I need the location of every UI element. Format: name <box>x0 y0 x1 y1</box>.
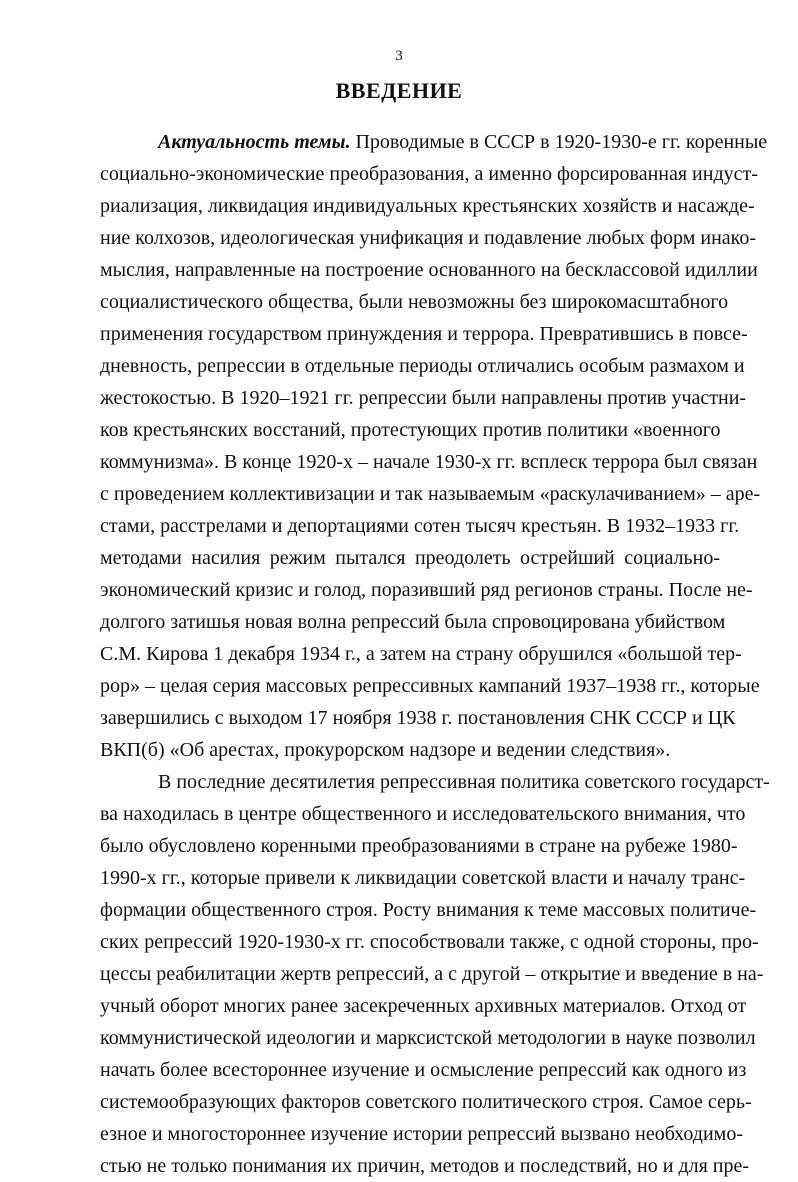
paragraph-line: цессы реабилитации жертв репрессий, а с другой – открытие и введение в на- <box>100 963 764 985</box>
paragraph-line: 1990-х гг., которые привели к ликвидации советской власти и началу транс- <box>100 867 746 889</box>
paragraph-lead: Актуальность темы. <box>158 131 351 153</box>
paragraph-line: учный оборот многих ранее засекреченных архивных материалов. Отход от <box>100 995 747 1017</box>
paragraph-line: коммунизма». В конце 1920-х – начале 1930-х гг. всплеск террора был связан <box>100 451 758 473</box>
paragraph-line: формации общественного строя. Росту внимания к теме массовых политиче- <box>100 899 757 921</box>
paragraph-line: системообразующих факторов советского политического строя. Самое серь- <box>100 1091 752 1113</box>
paragraph-line: ков крестьянских восстаний, протестующих против политики «военного <box>100 419 721 441</box>
paragraph-line: коммунистической идеологии и марксистской методологии в науке позволил <box>100 1027 756 1049</box>
paragraph-line <box>100 126 768 158</box>
paragraph-line: рор» – целая серия массовых репрессивных кампаний 1937–1938 гг., которые <box>100 675 760 697</box>
paragraph-line: с проведением коллективизации и так называемым «раскулачиванием» – аре- <box>100 483 761 505</box>
paragraph-line: езное и многостороннее изучение истории репрессий вызвано необходимо- <box>100 1123 743 1145</box>
paragraph-line: применения государством принуждения и террора. Превратившись в повсе- <box>100 323 748 345</box>
paragraph-line: В последние десятилетия репрессивная политика советского государст- <box>158 771 770 793</box>
paragraph-line: было обусловлено коренными преобразованиями в стране на рубеже 1980- <box>100 835 738 857</box>
paragraph-line: ва находилась в центре общественного и исследовательского внимания, что <box>100 803 746 825</box>
paragraph-line: стью не только понимания их причин, методов и последствий, но и для пре- <box>100 1155 750 1177</box>
paragraph-line: методами насилия режим пытался преодолеть острейший социально- <box>100 547 720 569</box>
paragraph-2 <box>100 766 770 1182</box>
page-number: 3 <box>395 48 403 64</box>
paragraph-line: риализация, ликвидация индивидуальных крестьянских хозяйств и насажде- <box>100 195 755 217</box>
paragraph-line: ВКП(б) «Об арестах, прокурорском надзоре и ведении следствия». <box>100 739 671 761</box>
paragraph-line: социально-экономические преобразования, а именно форсированная индуст- <box>100 163 758 185</box>
paragraph-line: дневность, репрессии в отдельные периоды отличались особым размахом и <box>100 355 745 377</box>
paragraph-line-text: Проводимые в СССР в 1920-1930-е гг. коренные <box>350 131 768 153</box>
paragraph-1 <box>100 126 768 766</box>
paragraph-line: С.М. Кирова 1 декабря 1934 г., а затем на страну обрушился «большой тер- <box>100 643 742 665</box>
paragraph-line: жестокостью. В 1920–1921 гг. репрессии были направлены против участни- <box>100 387 747 409</box>
paragraph-line: ских репрессий 1920-1930-х гг. способствовали также, с одной стороны, про- <box>100 931 759 953</box>
body-text <box>100 126 770 1182</box>
paragraph-line: завершились с выходом 17 ноября 1938 г. постановления СНК СССР и ЦК <box>100 707 736 729</box>
paragraph-line: ние колхозов, идеологическая унификация и подавление любых форм инако- <box>100 227 757 249</box>
paragraph-line: экономический кризис и голод, поразивший ряд регионов страны. После не- <box>100 579 753 601</box>
paragraph-line: мыслия, направленные на построение основанного на бесклассовой идиллии <box>100 259 758 281</box>
paragraph-line: социалистического общества, были невозможны без широкомасштабного <box>100 291 729 313</box>
page-title: ВВЕДЕНИЕ <box>335 78 463 103</box>
paragraph-line: стами, расстрелами и депортациями сотен тысяч крестьян. В 1932–1933 гг. <box>100 515 740 537</box>
paragraph-line: начать более всестороннее изучение и осмысление репрессий как одного из <box>100 1059 747 1081</box>
paragraph-line: долгого затишья новая волна репрессий была спровоцирована убийством <box>100 611 726 633</box>
